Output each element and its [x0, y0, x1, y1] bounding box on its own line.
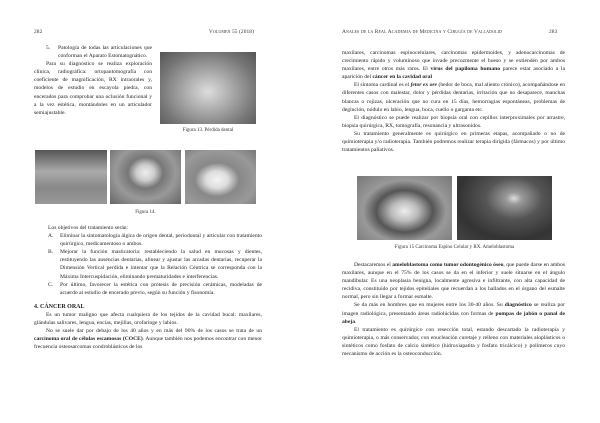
text-run: (hedor de boca, mal aliento crónico), acompañándose en diferentes casos con malestar, dolor y pérdidas dentarias, irritación que no desaparece, manchas blancas o rojizas, ulceración que no cura en 15 días, hemorragias espontáneas, problemas de deglución, nódulo en labio, lengua, boca, cuello o garganta etc.: [342, 82, 565, 113]
item-number: C.: [48, 281, 54, 288]
list-item: [34, 281, 262, 297]
item-text: Eliminar la sintomatología álgica de origen dental, periodontal y articular con tratamiento quirúrgico, medicamentoso o ambos.: [60, 233, 262, 248]
figure-14-image-2: [110, 150, 181, 204]
item-number: 5.: [46, 45, 51, 51]
text-run: No se suele dar por debajo de los 40 años y en más del 90% de los casos se trata de un: [46, 328, 262, 335]
item-text: Mejorar la función masticatoria: restableciendo la salud en mucosas y dientes, restituyendo las ausencias dentarias, alinear y ajustar las arcadas dentarias, recuperar la Dimensión Vertical perdida e intentar que la Relación Céntrica se corresponda con la Máxima Intercuspidación, eliminando prematuridades e interferencias.: [60, 249, 262, 280]
paragraph: Es un tumor maligno que afecta cualquiera de los tejidos de la cavidad bucal: maxilares, glándulas salivares, lengua, encías, mejillas, orofaringe y labios.: [34, 311, 262, 327]
paragraph: El tratamiento es quirúrgico con resección total, estando descartado la radioterapia y quimioterapia, o más conservador, con enucleación curetaje y relleno con materiales aloplásticos o sintéticos como fosfato de calcio sintético (hidroxiapatita y fosfato tricálcico) y polímeros cuyo mecanismo de acción es la osteoconducción.: [342, 326, 565, 358]
bold-text: cáncer en la cavidad oral: [372, 74, 433, 81]
item-text: Patología de todas las articulaciones que conforman el Aparato Estomatognático.: [58, 45, 152, 60]
paragraph: [342, 301, 565, 325]
section-heading: 4. CÁNCER ORAL: [34, 303, 85, 310]
right-column-top: [342, 49, 565, 154]
list-item: [34, 232, 262, 248]
figure-14-image-1: [35, 150, 107, 204]
bold-text: ameloblastoma como tumor odontogénico óseo: [392, 262, 504, 268]
text-run: maxilares, carcinomas espinocelulares, carcinomas epidermoides, y adenocarcinomas de crecimiento rápido y voluminoso que invade precozmente el hueso y se extienden por ambos maxilares, entre otros más raros. El: [342, 50, 565, 73]
figure-15-image-carcinoma: [357, 176, 452, 240]
figure-13-image: [160, 52, 256, 124]
page-number-right: 283: [549, 29, 558, 35]
bold-text: virus del papiloma humano: [430, 66, 501, 73]
item-text: Por último, favorecer la estética con prótesis de precisión cerámicas, modeladas de acuerdo al estudio de encerado previo, según su función y fisonomía.: [60, 281, 262, 296]
item-number: B.: [48, 249, 54, 256]
italic-text: fetor ex ore: [410, 82, 438, 89]
text-run: Se da más en hombres que en mujeres entre los 30-40 años. Su: [354, 302, 505, 309]
figure-15-caption: Figura 15 Carcinoma Espino Celular y RX. Ameloblastoma: [394, 245, 515, 250]
paragraph: [34, 327, 262, 351]
text-run: . Aunque también nos podemos encontrar con menor frecuencia osteosarcomas condroblásticos de los: [34, 336, 262, 351]
page-number-left: 282: [34, 29, 43, 35]
left-column-bottom: [34, 224, 262, 351]
bold-text: diagnóstico: [504, 302, 532, 309]
text-run: .: [355, 318, 357, 325]
list-item: [34, 248, 262, 280]
text-run: El síntoma cardinal es el: [354, 82, 411, 89]
left-column-top: [34, 44, 152, 117]
text-run: , que puede darse en ambos maxilares, aunque en el 75% de los casos se da en el inferior y suele situarse en el ángulo mandibular. Es una neoplasia benigna, localmente agresiva e infiltrante, con alta capacidad de recidiva, constituido por tejidos epiteliales que recuerdan a los hallados en el órgano del esmalte normal, pero sin llegar a formar esmalte.: [342, 262, 565, 301]
bold-text: carcinoma oral de células escamosas (COCE): [34, 336, 143, 343]
list-item: [34, 44, 152, 60]
paragraph: Su tratamiento generalmente es quirúrgico en primeras etapas, acompañado o no de quimioterapia y/o radioterapia. También podremos realizar terapia dirigida (fármacos) y por último tratamientos paliativos.: [342, 130, 565, 154]
text-run: Destacaremos el: [354, 262, 393, 268]
paragraph: Para su diagnóstico se realiza exploración clínica, radiográfica: ortopantomografía con coeficiente de magnificación, RX intraorales y, modelos de estudio en escayola piedra, con encerados para comprobar una oclusión funcional y a la vez estética, montándoles en un articulador semiajustable.: [34, 61, 152, 116]
paragraph: El diagnóstico se puede realizar por biopsia oral con cepillos interproximales por arrastre, biopsia quirúrgica, RX, tomografía, resonancia y ultrasonidos.: [342, 114, 565, 129]
figure-14-caption: Figura 14.: [135, 210, 156, 215]
item-number: A.: [48, 233, 54, 240]
text-run: parece estar asociado a la aparición del: [342, 66, 565, 81]
right-column-bottom: [342, 261, 565, 358]
paragraph: [342, 261, 565, 301]
figure-15-image-xray: [457, 176, 552, 240]
objectives-intro: Los objetivos del tratamiento serán:: [48, 225, 129, 231]
running-header-left: Volumen 55 (2018): [208, 29, 254, 35]
bold-text: pompas de jabón o panal de abeja: [342, 310, 565, 325]
paragraph: [342, 81, 565, 113]
figure-13-caption: Figura 13. Pérdida dental: [182, 128, 234, 133]
running-header-right: Anales de la Real Academia de Medicina y Cirugía de Valladolid: [342, 29, 503, 35]
paragraph: [342, 49, 565, 81]
text-run: se realiza por imagen radiológica, presentando áreas radiolúcidas con formas de: [342, 302, 565, 317]
figure-14-image-3: [185, 150, 256, 204]
